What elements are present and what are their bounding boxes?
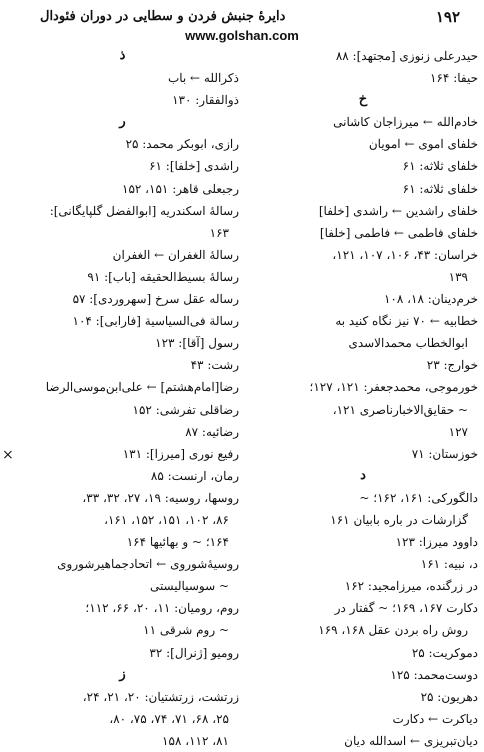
- index-column-left: [6, 45, 239, 752]
- index-entry: دموکریت: ۲۵: [411, 645, 478, 660]
- index-entry: روسها، روسیه: ۱۹، ۲۷، ۳۲، ۳۳،: [82, 490, 239, 505]
- index-entry: ابوالخطاب محمدالاسدی: [348, 336, 468, 351]
- page-header: [40, 8, 460, 30]
- index-entry: رسالهٔ اسکندریه [ابوالفضل گلپایگانی]:: [49, 203, 239, 218]
- index-entry: خلفای ثلاثه: ۶۱: [402, 159, 478, 174]
- index-entry: رضا[امام‌هشتم] ← علی‌ابن‌موسی‌الرضا: [45, 380, 239, 395]
- index-entry: دالگورکی: ۱۶۱، ۱۶۲؛ ~: [359, 490, 478, 505]
- index-entry: رجبعلی قاهر: ۱۵۱، ۱۵۲: [122, 181, 239, 196]
- index-entry: خلفای راشدین ← راشدی [خلفا]: [318, 203, 478, 218]
- section-letter: ر: [119, 114, 126, 130]
- index-entry: ~ روم شرقی ۱۱: [143, 623, 229, 638]
- index-entry: خلفای اموی ← امویان: [368, 137, 478, 152]
- index-entry: خرم‌دینان: ۱۸، ۱۰۸: [383, 292, 478, 307]
- index-entry: ذکرالله ← باب: [167, 71, 239, 86]
- index-entry: ~ سوسیالیستی: [149, 579, 229, 594]
- index-entry: حیدرعلی زنوزی [مجتهد]: ۸۸: [335, 49, 478, 63]
- index-entry: ۸۶، ۱۰۲، ۱۵۱، ۱۵۲، ۱۶۱،: [104, 512, 229, 527]
- index-entry: خراسان: ۴۳، ۱۰۶، ۱۰۷، ۱۲۱،: [332, 247, 478, 262]
- index-entry: خلفای فاطمی ← فاطمی [خلفا]: [319, 225, 478, 240]
- index-entry: ~ حقایق‌الاخبارناصری ۱۲۱،: [332, 402, 468, 417]
- index-entry: خورموجی، محمدجعفر: ۱۲۱، ۱۲۷؛: [309, 380, 478, 395]
- index-entry: خطابیه ← ۷۰ نیز نگاه کنید به: [335, 314, 478, 329]
- index-entry: دیاکرت ← دکارت: [392, 711, 478, 726]
- margin-mark: ×: [2, 447, 14, 463]
- index-entry: د، نبیه: ۱۶۱: [420, 557, 478, 572]
- index-entry: روسیهٔ‌شوروی ← اتحادجماهیرشوروی: [57, 557, 239, 572]
- section-letter: ذ: [119, 48, 126, 63]
- index-entry: خادم‌الله ← میرزاجان کاشانی: [333, 115, 478, 130]
- index-entry: داوود میرزا: ۱۲۳: [395, 535, 478, 550]
- index-entry: دهریون: ۲۵: [420, 689, 478, 704]
- index-entry: رفیع نوری [میرزا]: ۱۳۱: [122, 446, 239, 461]
- index-entry: دیان‌تبریزی ← اسدالله دیان: [344, 733, 478, 748]
- section-letter: ز: [119, 666, 126, 682]
- running-title: دایرهٔ جنبش فردن و سطایی در دوران فئودال: [40, 9, 286, 24]
- index-entry: رضائیه: ۸۷: [185, 424, 239, 439]
- index-entry: رسالهٔ الغفران ← الغفران: [112, 247, 239, 262]
- index-entry: راشدی [خلفا]: ۶۱: [149, 159, 239, 174]
- index-entry: در زرگنده، میرزامجید: ۱۶۲: [344, 579, 478, 594]
- section-letter: د: [360, 467, 366, 483]
- index-entry: ۸۱، ۱۱۲، ۱۵۸: [162, 733, 229, 748]
- index-entry: رسالهٔ بسیط‌الحقیقه [باب]: ۹۱: [87, 269, 239, 284]
- index-entry: رمان، ارنست: ۸۵: [150, 468, 239, 483]
- index-entry: گزارشات در باره بابیان ۱۶۱: [330, 512, 468, 527]
- index-entry: ۲۵، ۶۸، ۷۱، ۷۴، ۷۵، ۸۰،: [109, 711, 229, 726]
- index-entry: روش راه بردن عقل ۱۶۸، ۱۶۹: [318, 623, 468, 638]
- index-entry: ۱۳۹: [448, 269, 468, 284]
- index-entry: رسالة فی‌السیاسیة [فارابی]: ۱۰۴: [72, 314, 239, 329]
- index-column-right: [248, 45, 478, 752]
- index-entry: رساله عقل سرخ [سهروردی]: ۵۷: [72, 292, 239, 307]
- index-entry: دکارت ۱۶۷، ۱۶۹؛ ~ گفتار در: [334, 601, 478, 616]
- index-entry: رومیو [ژنرال]: ۳۲: [149, 645, 239, 660]
- index-entry: رشت: ۴۳: [190, 358, 239, 373]
- index-entry: ۱۶۴؛ ~ و بهائیها ۱۶۴: [126, 535, 229, 550]
- page-number: ۱۹۲: [435, 8, 460, 26]
- index-entry: خلفای ثلاثه: ۶۱: [402, 181, 478, 196]
- index-entry: ۱۲۷: [448, 424, 468, 439]
- index-entry: رضاقلی تفرشی: ۱۵۲: [132, 402, 239, 417]
- index-entry: خوارج: ۲۳: [426, 358, 478, 373]
- section-letter: خ: [358, 92, 368, 108]
- index-entry: حیفا: ۱۶۴: [430, 71, 478, 86]
- index-entry: خوزستان: ۷۱: [411, 446, 478, 461]
- index-entry: رازی، ابوبکر محمد: ۲۵: [125, 137, 239, 152]
- index-entry: رسول [آقا]: ۱۲۳: [155, 336, 239, 351]
- watermark-url: www.golshan.com: [185, 28, 299, 43]
- index-entry: دوست‌محمد: ۱۲۵: [390, 667, 478, 682]
- index-entry: ۱۶۳: [209, 225, 229, 240]
- index-entry: روم، رومیان: ۱۱، ۲۰، ۶۶، ۱۱۲؛: [85, 601, 239, 616]
- index-entry: ذوالفقار: ۱۳۰: [172, 93, 239, 108]
- index-entry: زرتشت، زرتشتیان: ۲۰، ۲۱، ۲۴،: [82, 689, 239, 704]
